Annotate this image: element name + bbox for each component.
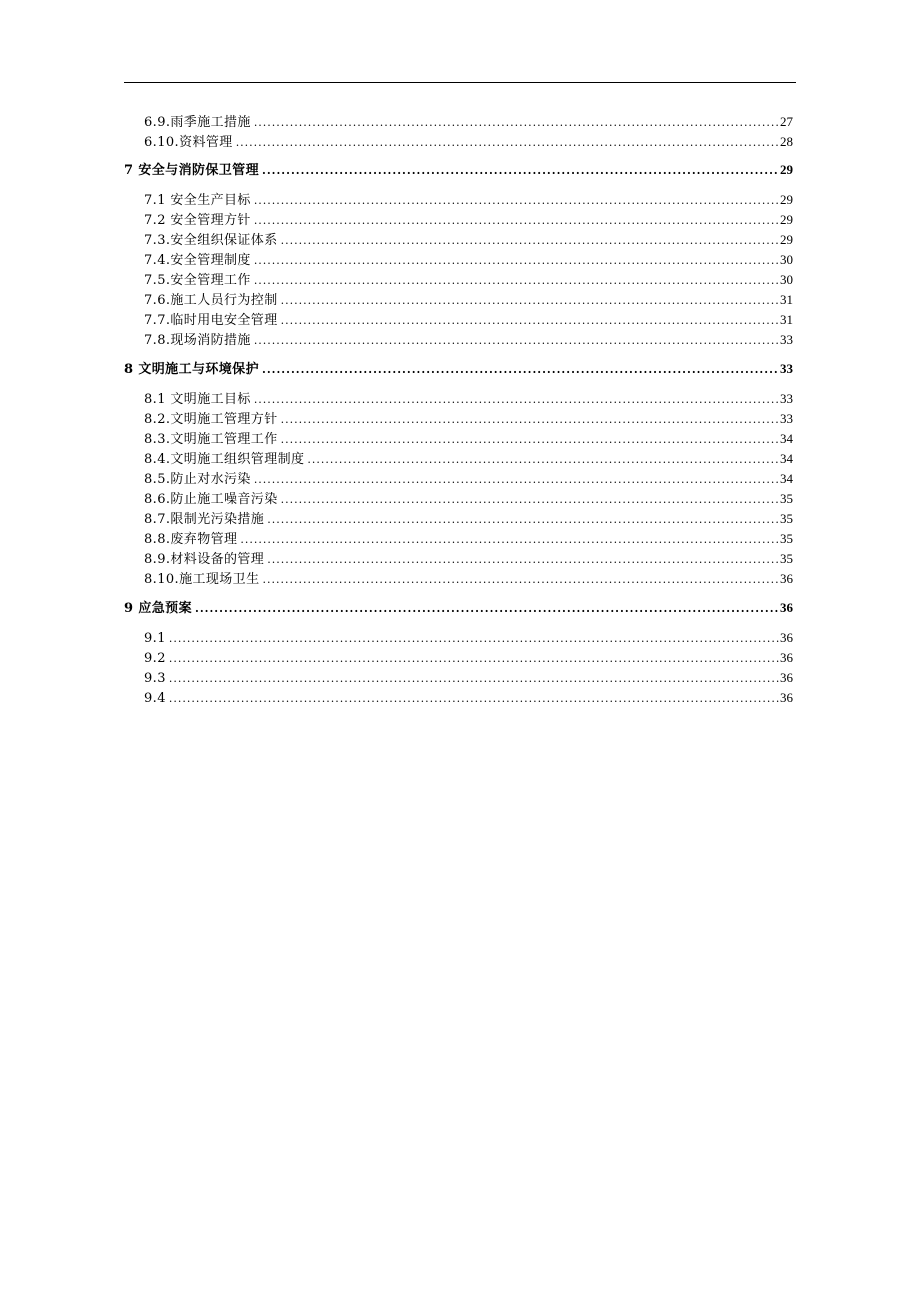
toc-entry-9-1[interactable]	[144, 629, 793, 647]
toc-dot-leader	[254, 471, 779, 489]
toc-dot-leader	[281, 232, 779, 250]
toc-page-number: 34	[780, 431, 793, 446]
toc-entry-label: 7.1 安全生产目标	[144, 193, 251, 208]
toc-page-number: 31	[780, 292, 793, 307]
toc-entry-label: 8.10.施工现场卫生	[144, 572, 260, 587]
toc-page-number: 28	[780, 134, 793, 149]
toc-entry-8-2[interactable]	[144, 410, 793, 428]
toc-dot-leader	[254, 272, 779, 290]
toc-entry-label: 8.8.废弃物管理	[144, 532, 238, 547]
toc-entry-label: 9.4	[144, 691, 166, 706]
toc-entry-8-7[interactable]	[144, 510, 793, 528]
toc-dot-leader	[267, 511, 779, 529]
toc-page-number: 29	[780, 162, 793, 177]
toc-chapter-8[interactable]	[124, 360, 793, 378]
toc-entry-label: 8 文明施工与环境保护	[124, 362, 259, 377]
toc-page-number: 36	[780, 690, 793, 705]
toc-dot-leader	[195, 600, 779, 618]
toc-page-number: 31	[780, 312, 793, 327]
toc-entry-8-5[interactable]	[144, 470, 793, 488]
toc-dot-leader	[254, 192, 779, 210]
toc-entry-7-7[interactable]	[144, 311, 793, 329]
toc-dot-leader	[281, 431, 779, 449]
toc-entry-label: 8.4.文明施工组织管理制度	[144, 452, 305, 467]
toc-dot-leader	[169, 630, 779, 648]
toc-entry-label: 7.2 安全管理方针	[144, 213, 251, 228]
toc-entry-8-8[interactable]	[144, 530, 793, 548]
toc-page-number: 27	[780, 114, 793, 129]
toc-dot-leader	[240, 531, 779, 549]
toc-dot-leader	[281, 491, 779, 509]
toc-page-number: 35	[780, 531, 793, 546]
toc-entry-label: 8.2.文明施工管理方针	[144, 412, 278, 427]
toc-dot-leader	[254, 212, 779, 230]
toc-entry-label: 8.9.材料设备的管理	[144, 552, 265, 567]
toc-entry-8-1[interactable]	[144, 390, 793, 408]
toc-entry-7-4[interactable]	[144, 251, 793, 269]
toc-entry-label: 7.5.安全管理工作	[144, 273, 251, 288]
toc-entry-7-1[interactable]	[144, 191, 793, 209]
toc-dot-leader	[169, 650, 779, 668]
toc-page-number: 30	[780, 252, 793, 267]
toc-entry-9-4[interactable]	[144, 689, 793, 707]
toc-entry-7-6[interactable]	[144, 291, 793, 309]
toc-page-number: 33	[780, 361, 793, 376]
toc-entry-7-3[interactable]	[144, 231, 793, 249]
toc-dot-leader	[254, 391, 779, 409]
toc-entry-8-9[interactable]	[144, 550, 793, 568]
toc-chapter-9[interactable]	[124, 599, 793, 617]
toc-page-number: 29	[780, 192, 793, 207]
toc-page-number: 36	[780, 571, 793, 586]
toc-entry-label: 8.5.防止对水污染	[144, 472, 251, 487]
toc-entry-label: 9.1	[144, 631, 166, 646]
toc-dot-leader	[281, 292, 779, 310]
toc-dot-leader	[262, 162, 779, 180]
toc-dot-leader	[169, 670, 779, 688]
toc-dot-leader	[262, 361, 779, 379]
toc-page-number: 36	[780, 630, 793, 645]
toc-entry-label: 8.1 文明施工目标	[144, 392, 251, 407]
toc-page-number: 34	[780, 451, 793, 466]
toc-page-number: 34	[780, 471, 793, 486]
toc-page-number: 35	[780, 511, 793, 526]
toc-dot-leader	[254, 252, 779, 270]
toc-dot-leader	[254, 332, 779, 350]
toc-entry-8-3[interactable]	[144, 430, 793, 448]
toc-page-number: 36	[780, 650, 793, 665]
toc-page-number: 33	[780, 332, 793, 347]
toc-entry-label: 7.3.安全组织保证体系	[144, 233, 278, 248]
toc-chapter-7[interactable]	[124, 161, 793, 179]
toc-page-number: 33	[780, 391, 793, 406]
toc-page-number: 36	[780, 600, 793, 615]
toc-dot-leader	[307, 451, 779, 469]
toc-entry-label: 6.10.资料管理	[144, 135, 233, 150]
toc-entry-label: 7 安全与消防保卫管理	[124, 163, 259, 178]
toc-page-number: 33	[780, 411, 793, 426]
toc-dot-leader	[267, 551, 779, 569]
toc-entry-6-9[interactable]	[144, 113, 793, 131]
toc-entry-label: 9.3	[144, 671, 166, 686]
toc-entry-9-2[interactable]	[144, 649, 793, 667]
toc-entry-label: 6.9.雨季施工措施	[144, 115, 251, 130]
toc-dot-leader	[236, 134, 779, 152]
toc-entry-label: 7.6.施工人员行为控制	[144, 293, 278, 308]
toc-page-number: 35	[780, 491, 793, 506]
toc-entry-7-8[interactable]	[144, 331, 793, 349]
toc-entry-label: 8.7.限制光污染措施	[144, 512, 265, 527]
toc-entry-label: 7.4.安全管理制度	[144, 253, 251, 268]
toc-dot-leader	[254, 114, 779, 132]
toc-entry-label: 9.2	[144, 651, 166, 666]
toc-page-number: 29	[780, 232, 793, 247]
toc-dot-leader	[281, 411, 779, 429]
toc-entry-8-6[interactable]	[144, 490, 793, 508]
toc-entry-9-3[interactable]	[144, 669, 793, 687]
header-rule	[124, 82, 796, 83]
toc-page-number: 35	[780, 551, 793, 566]
toc-entry-8-10[interactable]	[144, 570, 793, 588]
toc-entry-7-2[interactable]	[144, 211, 793, 229]
toc-entry-label: 9 应急预案	[124, 601, 192, 616]
toc-page-number: 36	[780, 670, 793, 685]
toc-dot-leader	[262, 571, 779, 589]
toc-entry-label: 8.3.文明施工管理工作	[144, 432, 278, 447]
toc-dot-leader	[169, 690, 779, 708]
toc-entry-8-4[interactable]	[144, 450, 793, 468]
toc-entry-label: 8.6.防止施工噪音污染	[144, 492, 278, 507]
toc-entry-6-10[interactable]	[144, 133, 793, 151]
toc-dot-leader	[281, 312, 779, 330]
toc-entry-7-5[interactable]	[144, 271, 793, 289]
toc-page-number: 29	[780, 212, 793, 227]
toc-entry-label: 7.8.现场消防措施	[144, 333, 251, 348]
toc-entry-label: 7.7.临时用电安全管理	[144, 313, 278, 328]
toc-page-number: 30	[780, 272, 793, 287]
